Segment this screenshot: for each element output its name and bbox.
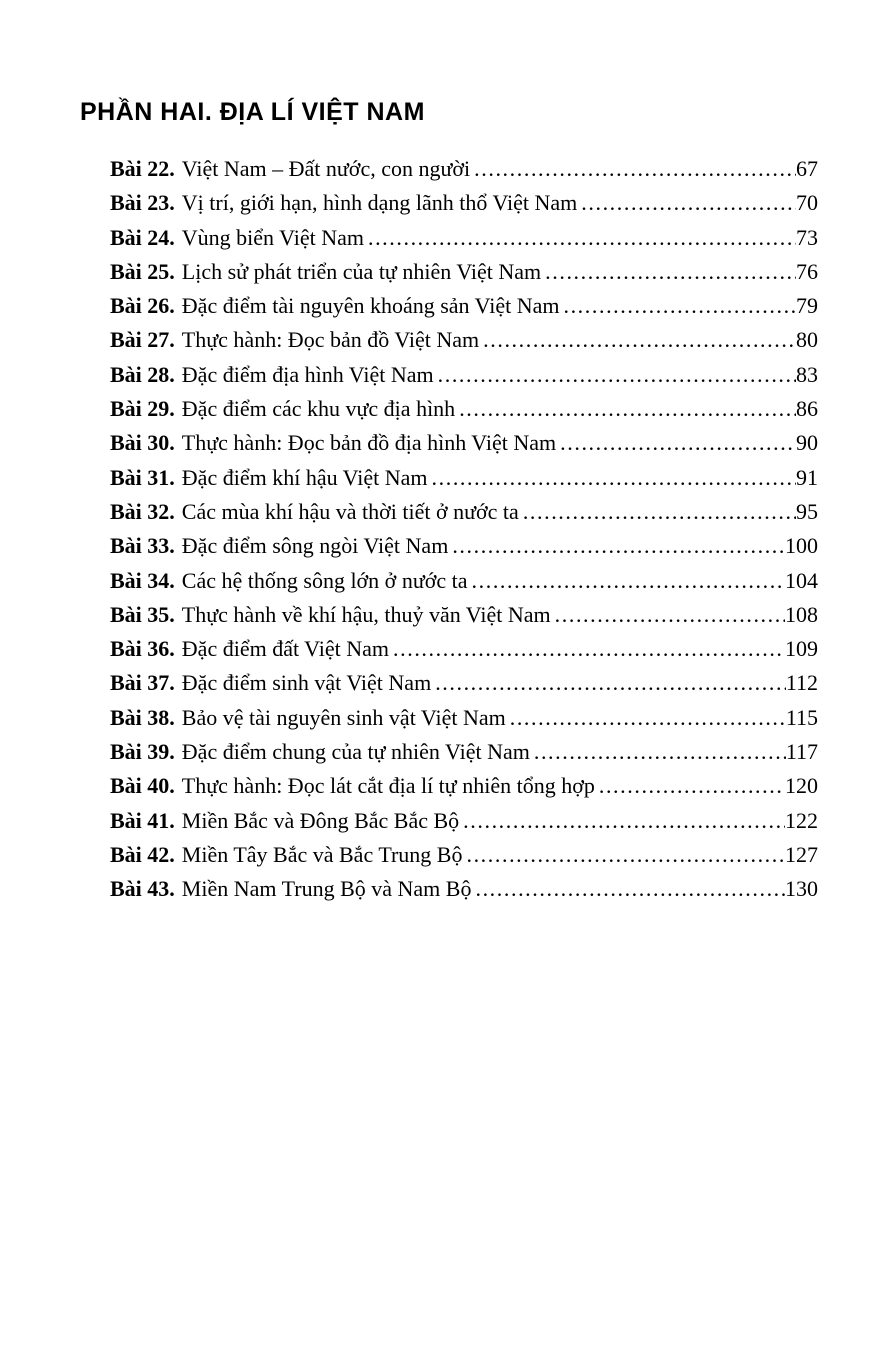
- toc-item-page: 108: [785, 601, 818, 627]
- toc-row: [110, 872, 818, 906]
- toc-item-label: Bài 33.: [110, 533, 175, 559]
- toc-item-title: Đặc điểm sông ngòi Việt Nam: [181, 533, 449, 559]
- toc-leader-dots: [483, 323, 796, 357]
- toc-row: [110, 701, 818, 735]
- toc-row: [110, 152, 818, 186]
- toc-item-page: 95: [796, 498, 818, 524]
- toc-row: [110, 666, 818, 700]
- toc-row: [110, 426, 818, 460]
- toc-item-page: 122: [785, 807, 818, 833]
- toc-item-title: Đặc điểm tài nguyên khoáng sản Việt Nam: [181, 293, 560, 319]
- toc-row: [110, 358, 818, 392]
- toc-item-page: 130: [785, 876, 818, 902]
- toc-row: [110, 461, 818, 495]
- toc-leader-dots: [432, 461, 796, 495]
- toc-item-label: Bài 43.: [110, 876, 175, 902]
- toc-item-title: Lịch sử phát triển của tự nhiên Việt Nam: [181, 258, 542, 284]
- toc-leader-dots: [452, 529, 785, 563]
- toc-item-title: Bảo vệ tài nguyên sinh vật Việt Nam: [181, 704, 506, 730]
- toc-item-page: 117: [785, 739, 818, 765]
- toc-item-label: Bài 31.: [110, 464, 175, 490]
- toc-item-title: Đặc điểm đất Việt Nam: [181, 636, 390, 662]
- toc-row: [110, 632, 818, 666]
- toc-row: [110, 323, 818, 357]
- toc-leader-dots: [563, 289, 796, 323]
- toc-item-page: 70: [796, 190, 818, 216]
- toc-list: [110, 152, 818, 907]
- toc-item-label: Bài 36.: [110, 636, 175, 662]
- toc-leader-dots: [466, 838, 785, 872]
- toc-item-label: Bài 30.: [110, 430, 175, 456]
- toc-row: [110, 529, 818, 563]
- toc-item-label: Bài 41.: [110, 807, 175, 833]
- toc-item-label: Bài 29.: [110, 396, 175, 422]
- toc-leader-dots: [599, 769, 785, 803]
- toc-item-label: Bài 35.: [110, 601, 175, 627]
- toc-item-label: Bài 25.: [110, 258, 175, 284]
- toc-item-title: Đặc điểm chung của tự nhiên Việt Nam: [181, 739, 530, 765]
- toc-item-page: 73: [796, 224, 818, 250]
- toc-item-title: Thực hành: Đọc lát cắt địa lí tự nhiên tổng hợp: [181, 773, 595, 799]
- toc-leader-dots: [435, 666, 786, 700]
- toc-leader-dots: [560, 426, 796, 460]
- toc-item-title: Đặc điểm sinh vật Việt Nam: [181, 670, 432, 696]
- toc-item-title: Các hệ thống sông lớn ở nước ta: [181, 567, 468, 593]
- toc-row: [110, 289, 818, 323]
- toc-leader-dots: [534, 735, 786, 769]
- toc-row: [110, 804, 818, 838]
- toc-row: [110, 221, 818, 255]
- toc-item-title: Thực hành: Đọc bản đồ địa hình Việt Nam: [181, 430, 557, 456]
- toc-item-title: Miền Tây Bắc và Bắc Trung Bộ: [181, 841, 463, 867]
- toc-row: [110, 838, 818, 872]
- toc-item-title: Đặc điểm khí hậu Việt Nam: [181, 464, 428, 490]
- toc-item-label: Bài 24.: [110, 224, 175, 250]
- toc-item-label: Bài 32.: [110, 498, 175, 524]
- toc-item-title: Miền Bắc và Đông Bắc Bắc Bộ: [181, 807, 460, 833]
- toc-item-title: Vùng biển Việt Nam: [181, 224, 364, 250]
- toc-item-page: 80: [796, 327, 818, 353]
- toc-leader-dots: [463, 804, 785, 838]
- toc-item-page: 109: [785, 636, 818, 662]
- toc-item-label: Bài 42.: [110, 841, 175, 867]
- toc-item-title: Thực hành về khí hậu, thuỷ văn Việt Nam: [181, 601, 551, 627]
- toc-item-title: Việt Nam – Đất nước, con người: [181, 156, 471, 181]
- toc-item-page: 67: [796, 156, 818, 181]
- toc-leader-dots: [438, 358, 796, 392]
- toc-item-page: 76: [796, 258, 818, 284]
- toc-item-label: Bài 26.: [110, 293, 175, 319]
- toc-leader-dots: [555, 598, 785, 632]
- toc-item-label: Bài 37.: [110, 670, 175, 696]
- toc-item-title: Miền Nam Trung Bộ và Nam Bộ: [181, 876, 472, 902]
- toc-item-title: Các mùa khí hậu và thời tiết ở nước ta: [181, 498, 519, 524]
- toc-item-title: Đặc điểm các khu vực địa hình: [181, 396, 456, 422]
- toc-row: [110, 735, 818, 769]
- toc-row: [110, 186, 818, 220]
- toc-row: [110, 495, 818, 529]
- toc-item-title: Thực hành: Đọc bản đồ Việt Nam: [181, 327, 480, 353]
- toc-item-label: Bài 27.: [110, 327, 175, 353]
- toc-item-label: Bài 23.: [110, 190, 175, 216]
- toc-leader-dots: [475, 872, 785, 906]
- toc-leader-dots: [523, 495, 796, 529]
- toc-row: [110, 392, 818, 426]
- toc-row: [110, 769, 818, 803]
- toc-leader-dots: [472, 564, 785, 598]
- toc-leader-dots: [581, 186, 796, 220]
- toc-item-label: Bài 40.: [110, 773, 175, 799]
- toc-item-page: 120: [785, 773, 818, 799]
- toc-item-page: 79: [796, 293, 818, 319]
- toc-leader-dots: [510, 701, 786, 735]
- toc-item-page: 104: [785, 567, 818, 593]
- toc-leader-dots: [545, 255, 796, 289]
- toc-row: [110, 255, 818, 289]
- toc-item-page: 115: [785, 704, 818, 730]
- toc-item-page: 83: [796, 361, 818, 387]
- toc-item-page: 91: [796, 464, 818, 490]
- toc-item-label: Bài 38.: [110, 704, 175, 730]
- toc-row: [110, 598, 818, 632]
- toc-item-page: 127: [785, 841, 818, 867]
- toc-item-page: 112: [785, 670, 818, 696]
- toc-row: [110, 564, 818, 598]
- toc-item-page: 100: [785, 533, 818, 559]
- toc-item-label: Bài 22.: [110, 156, 175, 181]
- toc-item-label: Bài 34.: [110, 567, 175, 593]
- toc-item-page: 86: [796, 396, 818, 422]
- toc-item-title: Vị trí, giới hạn, hình dạng lãnh thổ Việt Nam: [181, 190, 578, 216]
- toc-item-page: 90: [796, 430, 818, 456]
- toc-item-label: Bài 28.: [110, 361, 175, 387]
- section-heading: PHẦN HAI. ĐỊA LÍ VIỆT NAM: [80, 98, 425, 126]
- toc-item-title: Đặc điểm địa hình Việt Nam: [181, 361, 434, 387]
- toc-leader-dots: [474, 152, 796, 186]
- toc-leader-dots: [393, 632, 785, 666]
- toc-item-label: Bài 39.: [110, 739, 175, 765]
- toc-leader-dots: [459, 392, 796, 426]
- toc-leader-dots: [368, 221, 796, 255]
